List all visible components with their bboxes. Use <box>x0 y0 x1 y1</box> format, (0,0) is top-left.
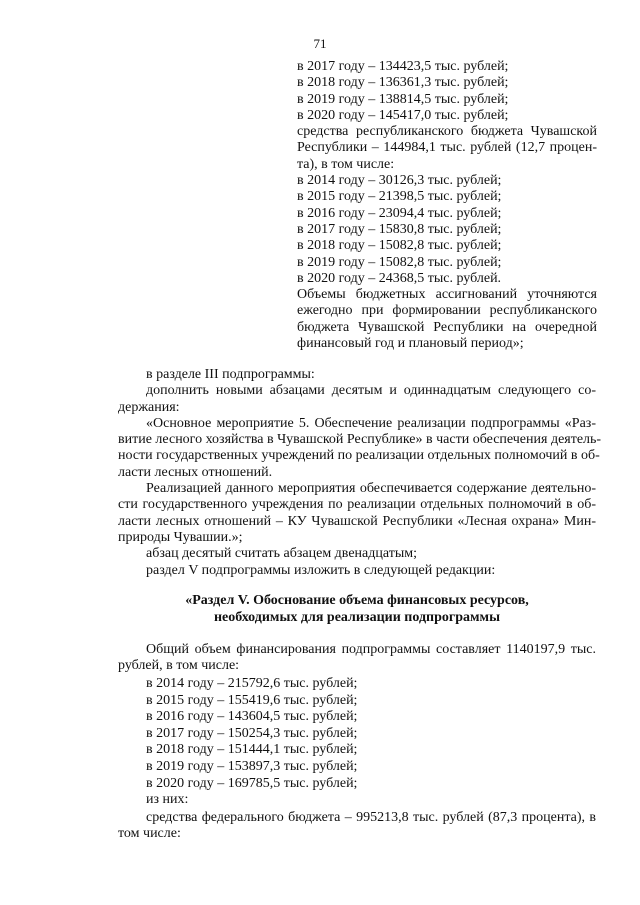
paragraph-event5-line: ласти лесных отношений. <box>118 464 273 480</box>
year-line: в 2020 году – 169785,5 тыс. рублей; <box>146 775 358 791</box>
federal-budget-block <box>118 810 596 843</box>
main-text-block <box>118 367 602 579</box>
year-line: в 2015 году – 21398,5 тыс. рублей; <box>297 189 502 205</box>
republic-budget-line: та), в том числе: <box>297 156 395 172</box>
volumes-line: финансовый год и плановый период»; <box>297 336 524 352</box>
year-line: в 2015 году – 155419,6 тыс. рублей; <box>146 692 358 708</box>
volumes-line: Объемы бюджетных ассигнований уточняются <box>297 287 597 303</box>
paragraph-event5-line: ности государственных учреждений по реализации отдельных полномочий в об- <box>118 448 600 464</box>
year-line: в 2014 году – 215792,6 тыс. рублей; <box>146 676 358 691</box>
paragraph-implementation-line: Реализацией данного мероприятия обеспечивается содержание деятельно- <box>146 481 596 497</box>
year-line: в 2020 году – 145417,0 тыс. рублей; <box>297 107 509 123</box>
republic-budget-line: средства республиканского бюджета Чувашской <box>297 124 597 140</box>
year-line: в 2017 году – 134423,5 тыс. рублей; <box>297 59 509 74</box>
right-column-block <box>297 59 597 352</box>
year-line: в 2016 году – 23094,4 тыс. рублей; <box>297 205 502 221</box>
paragraph-section3: в разделе III подпрограммы: <box>146 367 315 382</box>
year-line: в 2018 году – 136361,3 тыс. рублей; <box>297 75 509 91</box>
year-line: в 2019 году – 15082,8 тыс. рублей; <box>297 254 502 270</box>
paragraph-supplement-line: держания: <box>118 399 180 415</box>
paragraph-event5-line: витие лесного хозяйства в Чувашской Республике» в части обеспечения деятель- <box>118 432 602 448</box>
year-line: в 2016 году – 143604,5 тыс. рублей; <box>146 709 358 725</box>
paragraph-section5-intro: раздел V подпрограммы изложить в следующей редакции: <box>146 562 496 578</box>
financing-years-list <box>146 676 357 809</box>
of-which-line: из них: <box>146 792 189 808</box>
financing-total-block <box>118 642 596 675</box>
paragraph-event5-line: «Основное мероприятие 5. Обеспечение реализации подпрограммы «Раз- <box>146 415 596 431</box>
volumes-line: бюджета Чувашской Республики на очередной <box>297 319 597 335</box>
section-heading-line2: необходимых для реализации подпрограммы <box>213 609 501 625</box>
financing-total-line: Общий объем финансирования подпрограммы составляет 1140197,9 тыс. <box>146 642 596 657</box>
year-line: в 2020 году – 24368,5 тыс. рублей. <box>297 270 502 286</box>
paragraph-implementation-line: природы Чувашии.»; <box>118 529 243 545</box>
federal-budget-line: том числе: <box>118 826 181 842</box>
year-line: в 2018 году – 15082,8 тыс. рублей; <box>297 238 502 254</box>
year-line: в 2019 году – 138814,5 тыс. рублей; <box>297 91 509 107</box>
year-line: в 2017 году – 150254,3 тыс. рублей; <box>146 725 358 741</box>
paragraph-paragraph10: абзац десятый считать абзацем двенадцатым; <box>146 546 417 562</box>
section-heading-line1: «Раздел V. Обоснование объема финансовых ресурсов, <box>185 593 529 608</box>
paragraph-supplement-line: дополнить новыми абзацами десятым и одиннадцатым следующего со- <box>146 383 596 399</box>
republic-budget-line: Республики – 144984,1 тыс. рублей (12,7 процен- <box>297 140 597 156</box>
year-line: в 2019 году – 153897,3 тыс. рублей; <box>146 758 358 774</box>
federal-budget-line: средства федерального бюджета – 995213,8 тыс. рублей (87,3 процента), в <box>146 810 596 825</box>
paragraph-implementation-line: сти государственного учреждения по реализации отдельных полномочий в об- <box>118 497 596 513</box>
paragraph-implementation-line: ласти лесных отношений – КУ Чувашской Республики «Лесная охрана» Мин- <box>118 513 596 529</box>
volumes-line: ежегодно при формировании республиканского <box>297 303 597 319</box>
financing-total-line: рублей, в том числе: <box>118 658 240 674</box>
year-line: в 2018 году – 151444,1 тыс. рублей; <box>146 742 358 758</box>
year-line: в 2014 году – 30126,3 тыс. рублей; <box>297 173 502 189</box>
page-number: 71 <box>313 36 327 51</box>
section-heading <box>118 593 596 626</box>
year-line: в 2017 году – 15830,8 тыс. рублей; <box>297 221 502 237</box>
